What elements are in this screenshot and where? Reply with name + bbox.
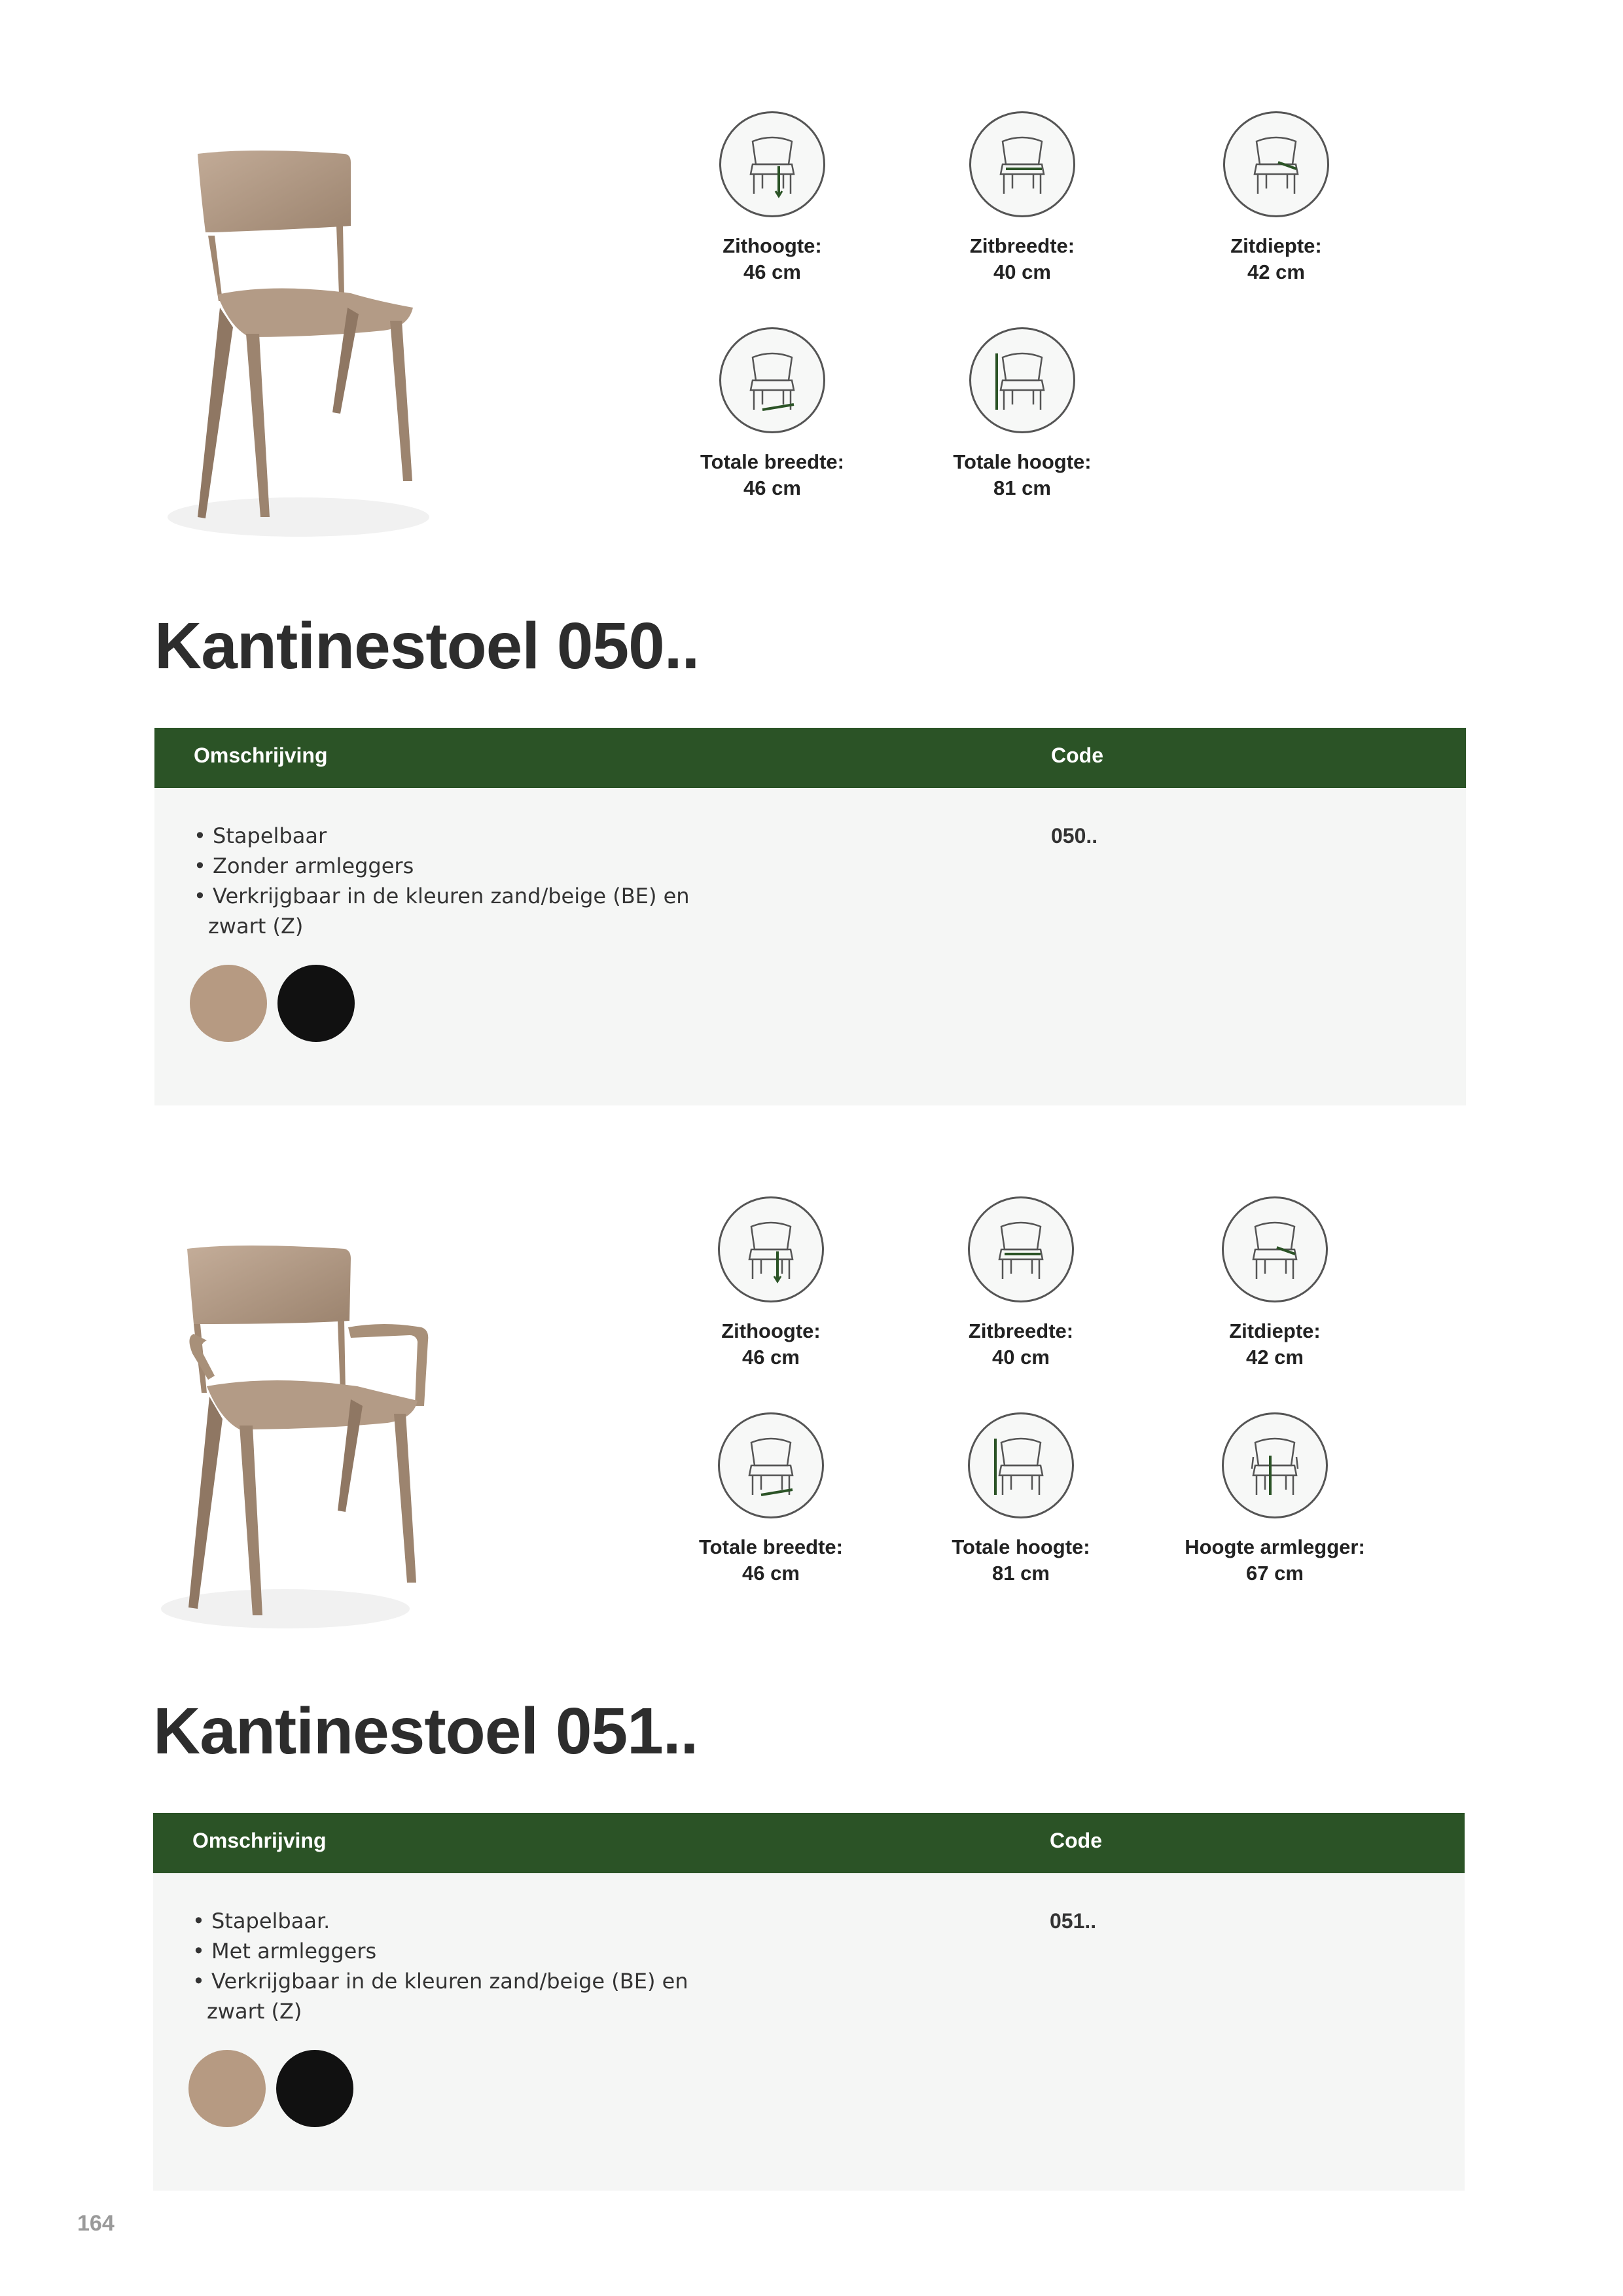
spec-armrest-height [1150,1412,1399,1587]
list-item: • Stapelbaar [194,821,719,851]
total-height-icon [968,1412,1074,1518]
table-header [154,728,1466,788]
description-list [192,1906,717,2026]
spec-total-height [897,1412,1145,1587]
spec-seat-depth [1150,1196,1399,1371]
list-item: • Zonder armleggers [194,851,719,881]
spec-seat-width [897,1196,1145,1371]
spec-label: Zithoogte: [722,234,822,257]
spec-label: Zithoogte: [721,1319,821,1342]
spec-value: 46 cm [742,1562,800,1585]
spec-total-height [898,327,1147,501]
spec-total-width [647,1412,895,1587]
spec-value: 40 cm [993,260,1051,283]
list-item: • Met armleggers [192,1936,717,1966]
spec-icons-050 [648,111,1433,543]
swatch-black [276,2050,353,2127]
spec-value: 81 cm [992,1562,1050,1585]
total-width-icon [718,1412,824,1518]
total-width-icon [719,327,825,433]
spec-label: Totale hoogte: [952,1535,1090,1558]
header-code: Code [1051,744,1103,767]
swatch-black [277,965,355,1042]
spec-value: 67 cm [1246,1562,1304,1585]
spec-seat-depth [1152,111,1400,285]
table-header [153,1813,1465,1873]
list-item: • Stapelbaar. [192,1906,717,1936]
spec-value: 40 cm [992,1346,1050,1369]
armrest-height-icon [1222,1412,1328,1518]
product-code: 051.. [1050,1909,1097,1933]
spec-label: Zitdiepte: [1230,234,1322,257]
spec-value: 81 cm [993,476,1051,499]
table-row [154,788,1466,1105]
spec-label: Zitdiepte: [1229,1319,1321,1342]
spec-value: 46 cm [742,1346,800,1369]
spec-label: Zitbreedte: [968,1319,1074,1342]
seat-depth-icon [1223,111,1329,217]
product-title: Kantinestoel 050.. [154,609,700,683]
swatch-sand-beige [190,965,267,1042]
total-height-icon [969,327,1075,433]
spec-seat-height [648,111,897,285]
color-swatches [188,2050,353,2127]
swatch-sand-beige [188,2050,266,2127]
list-item: • Verkrijgbaar in de kleuren zand/beige (BE) en zwart (Z) [192,1966,717,2026]
list-item: • Verkrijgbaar in de kleuren zand/beige (BE) en zwart (Z) [194,881,719,941]
spec-value: 42 cm [1246,1346,1304,1369]
header-description: Omschrijving [194,744,328,767]
color-swatches [190,965,355,1042]
description-list [194,821,719,941]
spec-value: 46 cm [743,260,801,283]
chair-photo-051 [154,1196,436,1635]
spec-label: Totale breedte: [700,450,844,473]
spec-total-width [648,327,897,501]
page-number: 164 [77,2211,115,2236]
spec-value: 46 cm [743,476,801,499]
table-row [153,1873,1465,2191]
seat-height-icon [718,1196,824,1302]
spec-seat-width [898,111,1147,285]
seat-width-icon [968,1196,1074,1302]
product-title: Kantinestoel 051.. [153,1695,698,1768]
spec-icons-051 [648,1196,1433,1628]
spec-label: Zitbreedte: [969,234,1075,257]
spec-label: Totale hoogte: [953,450,1092,473]
seat-width-icon [969,111,1075,217]
spec-value: 42 cm [1247,260,1305,283]
product-code: 050.. [1051,824,1098,848]
chair-photo-050 [154,111,436,543]
seat-depth-icon [1222,1196,1328,1302]
header-description: Omschrijving [192,1829,327,1852]
spec-label: Hoogte armlegger: [1185,1535,1365,1558]
seat-height-icon [719,111,825,217]
header-code: Code [1050,1829,1102,1852]
spec-label: Totale breedte: [699,1535,843,1558]
spec-seat-height [647,1196,895,1371]
